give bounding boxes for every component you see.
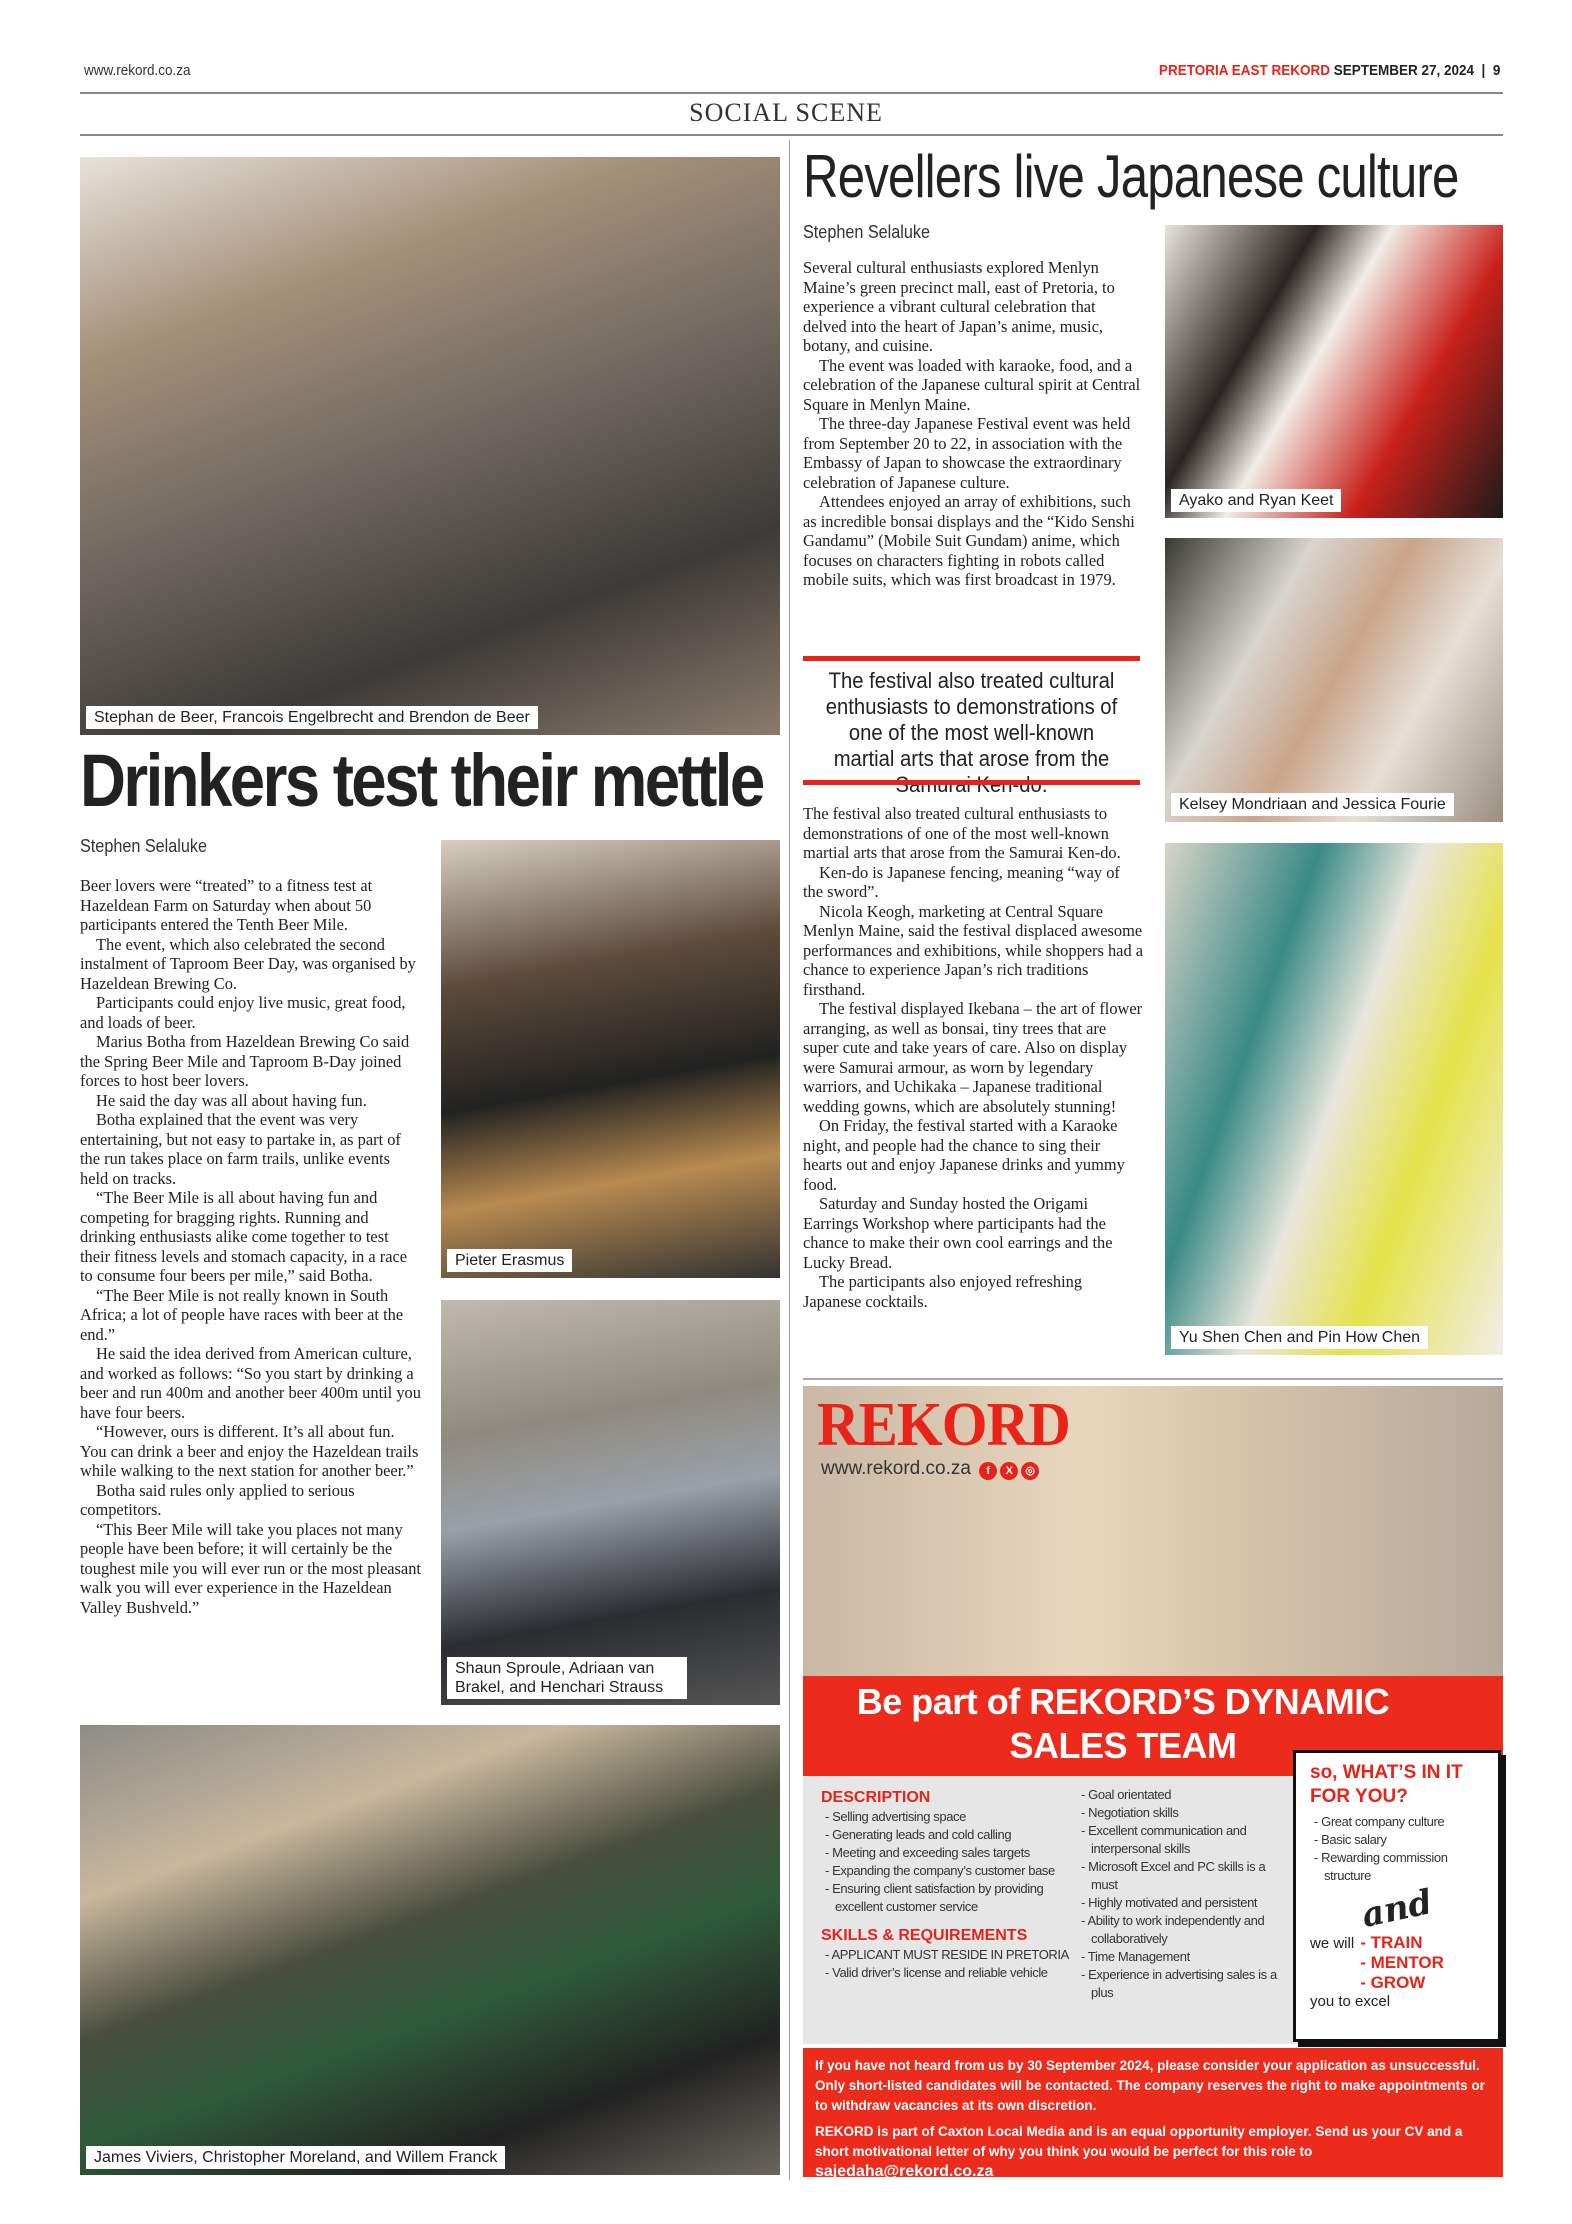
paragraph: The three-day Japanese Festival event was held from September 20 to 22, in association with the Embassy of Japan to showcase the extraordinary celebration of Japanese culture. [803,414,1131,492]
ad-url-text[interactable]: www.rekord.co.za [821,1458,971,1479]
list-item: - Experience in advertising sales is a plus [1077,1966,1285,2002]
paragraph: Botha said rules only applied to serious competitors. [80,1480,355,1519]
photo-caption: Yu Shen Chen and Pin How Chen [1171,1326,1428,1349]
ad-footer [803,2048,1503,2180]
article-body [80,876,422,1617]
list-item: - Basic salary [1310,1831,1484,1849]
separator: | [1481,62,1485,79]
rekord-logo: REKORD [817,1391,1070,1459]
benefits-title: so, WHAT’S IN IT FOR YOU? [1310,1762,1463,1807]
paragraph: He said the day was all about having fun. [96,1090,367,1110]
paper-name: PRETORIA EAST REKORD [1158,62,1330,79]
section-title: SOCIAL SCENE [689,98,883,127]
list-item: - Meeting and exceeding sales targets [821,1844,1071,1862]
paragraph: On Friday, the festival started with a Karaoke night, and people had the chance to sing their hearts out and enjoy Japanese drinks and yummy food. [803,1116,1125,1194]
photo-beer-drinkers [80,157,780,735]
paragraph: The festival also treated cultural enthusiasts to demonstrations of one of the most well-known martial arts that arose from the Samurai Ken-do. [803,804,1121,862]
byline: Stephen Selaluke [803,222,930,242]
paragraph: “This Beer Mile will take you places not many people have been before; it will certainly be the toughest mile you will ever run or the most pleasant walk you will ever experience in the Hazeldean Valley Bushveld.” [80,1519,421,1617]
paragraph: Attendees enjoyed an array of exhibitions, such as incredible bonsai displays and the “Kido Senshi Gandamu” (Mobile Suit Gundam) anime, which focuses on characters fighting in robots called mobile suits, which was first broadcast in 1979. [803,492,1135,589]
article-body-part2 [803,804,1143,1311]
header-rule [80,92,1503,94]
pull-quote: The festival also treated cultural enthusiasts to demonstrations of one of the most well-known martial arts that arose from the [825,668,1118,771]
list-item: - APPLICANT MUST RESIDE IN PRETORIA [821,1946,1071,1964]
we-will-text: we will [1310,1935,1355,1952]
paragraph: Beer lovers were “treated” to a fitness test at Hazeldean Farm on Saturday when about 50 participants entered the Tenth Beer Mile. [80,876,373,934]
list-item: - Highly motivated and persistent [1077,1894,1285,1912]
pullquote-rule-top [803,656,1140,661]
paragraph: The festival displayed Ikebana – the art of flower arranging, as well as bonsai, tiny trees that are super cute and take years of care. Also on display were Samurai armour, as worn by legendary warriors, and Uchikaka – Japanese traditional wedding gowns, which are absolutely stunning! [803,999,1143,1116]
recruitment-advertisement [803,1378,1503,2180]
skills-heading: SKILLS & REQUIREMENTS [821,1927,1028,1944]
instagram-icon[interactable]: ◎ [1021,1462,1039,1480]
benefits-box [1293,1750,1501,2042]
grow-text: - GROW [1360,1973,1426,1992]
photo-james-christopher-willem [80,1725,780,2175]
list-item: - Microsoft Excel and PC skills is a must [1077,1858,1285,1894]
photo-caption: Shaun Sproule, Adriaan van Brakel, and Henchari Strauss [447,1657,687,1699]
train-text: - TRAIN [1360,1933,1423,1952]
article-body-part1 [803,258,1143,590]
photo-caption: Ayako and Ryan Keet [1171,489,1341,512]
and-script: and [1358,1882,1436,1936]
facebook-icon[interactable]: f [979,1462,997,1480]
apply-instructions: REKORD is part of Caxton Local Media and is an equal opportunity employer. Send us your CV and a short motivational letter of why you think you would be perfect for this role to [815,2124,1463,2159]
column-divider [789,140,790,2180]
list-item: - Valid driver’s license and reliable vehicle [821,1964,1071,1982]
skills-list [821,1946,1071,1982]
skills-list-2 [1077,1786,1285,2002]
paragraph: He said the idea derived from American culture, and worked as follows: “So you start by drinking a beer and run 400m and another beer 400m until you have four beers. [80,1344,421,1422]
list-item: - Goal orientated [1077,1786,1285,1804]
paragraph: “However, ours is different. It’s all about fun. You can drink a beer and enjoy the Hazeldean trails while walking to the next station for another beer.” [80,1422,419,1480]
paragraph: The participants also enjoyed refreshing Japanese cocktails. [803,1272,1083,1311]
paragraph: The event, which also celebrated the second instalment of Taproom Beer Day, was organised by Hazeldean Brewing Co. [80,934,416,993]
x-icon[interactable]: X [1000,1462,1018,1480]
description-heading: DESCRIPTION [821,1789,931,1806]
masthead-info [1159,62,1500,79]
paragraph: Several cultural enthusiasts explored Menlyn Maine’s green precinct mall, east of Pretoria, to experience a vibrant cultural celebration that delved into the heart of Japan’s anime, music, botany, and cuisine. [803,258,1115,355]
photo-ayako-ryan-keet [1165,225,1503,518]
byline: Stephen Selaluke [80,836,207,856]
paragraph: Participants could enjoy live music, great food, and loads of beer. [80,993,406,1032]
paragraph: The event was loaded with karaoke, food, and a celebration of the Japanese cultural spirit at Central Square in Menlyn Maine. [803,355,1141,414]
issue-date: SEPTEMBER 27, 2024 [1333,62,1474,79]
paragraph: “The Beer Mile is not really known in South Africa; a lot of people have races with beer at the end.” [80,1285,404,1344]
page-number: 9 [1492,62,1500,79]
list-item: - Selling advertising space [821,1808,1071,1826]
ad-url [821,1458,1039,1480]
paragraph: “The Beer Mile is all about having fun and competing for bragging rights. Running and drinking enthusiasts alike come together to test their fitness levels and stomach capacity, in a race to consume four beers per mile,” said Botha. [80,1188,408,1285]
photo-pieter-erasmus [441,840,780,1278]
ad-banner-title: Be part of REKORD’S DYNAMIC SALES TEAM [856,1681,1390,1766]
photo-caption: Pieter Erasmus [447,1249,572,1272]
notice-text: If you have not heard from us by 30 September 2024, please consider your application as unsuccessful. Only short-listed candidates will be contacted. The company reserves the right to make appointments or to withdraw vacancies at its own discretion. [815,2058,1485,2113]
list-item: - Ensuring client satisfaction by providing excellent customer service [821,1880,1071,1916]
list-item: - Negotiation skills [1077,1804,1285,1822]
excel-text: you to excel [1310,1993,1391,2010]
photo-caption: James Viviers, Christopher Moreland, and Willem Franck [86,2146,505,2169]
photo-yu-shen-pin-how-chen [1165,843,1503,1355]
description-list [821,1808,1071,1916]
list-item: - Generating leads and cold calling [821,1826,1071,1844]
paragraph: Ken-do is Japanese fencing, meaning “way of the sword”. [803,862,1120,901]
paragraph: Marius Botha from Hazeldean Brewing Co said the Spring Beer Mile and Taproom B-Day joined forces to host beer lovers. [80,1032,410,1090]
site-url[interactable]: www.rekord.co.za [84,62,191,79]
paragraph: Botha explained that the event was very entertaining, but not easy to partake in, as part of the run takes place on farm trails, unlike events held on tracks. [80,1110,401,1188]
photo-kelsey-jessica [1165,538,1503,822]
list-item: - Rewarding commission structure [1310,1849,1484,1885]
paragraph: Saturday and Sunday hosted the Origami Earrings Workshop where participants had the chance to make their own cool earrings and the Lucky Bread. [803,1194,1113,1272]
apply-email[interactable]: sajedaha@rekord.co.za [815,2163,994,2180]
photo-caption: Stephan de Beer, Francois Engelbrecht and Brendon de Beer [86,706,538,729]
pullquote-rule-bottom [803,780,1140,785]
list-item: - Excellent communication and interpersonal skills [1077,1822,1285,1858]
mentor-text: - MENTOR [1360,1953,1444,1972]
list-item: - Expanding the company’s customer base [821,1862,1071,1880]
photo-caption: Kelsey Mondriaan and Jessica Fourie [1171,793,1454,816]
list-item: - Time Management [1077,1948,1285,1966]
headline: Drinkers test their mettle [80,739,763,822]
apply-text [815,2122,1491,2182]
benefits-list [1310,1813,1484,1885]
section-rule [80,134,1503,136]
paragraph: Nicola Keogh, marketing at Central Square Menlyn Maine, said the festival displaced awesome performances and exhibitions, while shoppers had a chance to experience Japan’s rich traditions firsthand. [803,901,1144,999]
headline: Revellers live Japanese culture [803,143,1459,210]
list-item: - Ability to work independently and collaboratively [1077,1912,1285,1948]
list-item: - Great company culture [1310,1813,1484,1831]
photo-shaun-adriaan-henchari [441,1300,780,1705]
